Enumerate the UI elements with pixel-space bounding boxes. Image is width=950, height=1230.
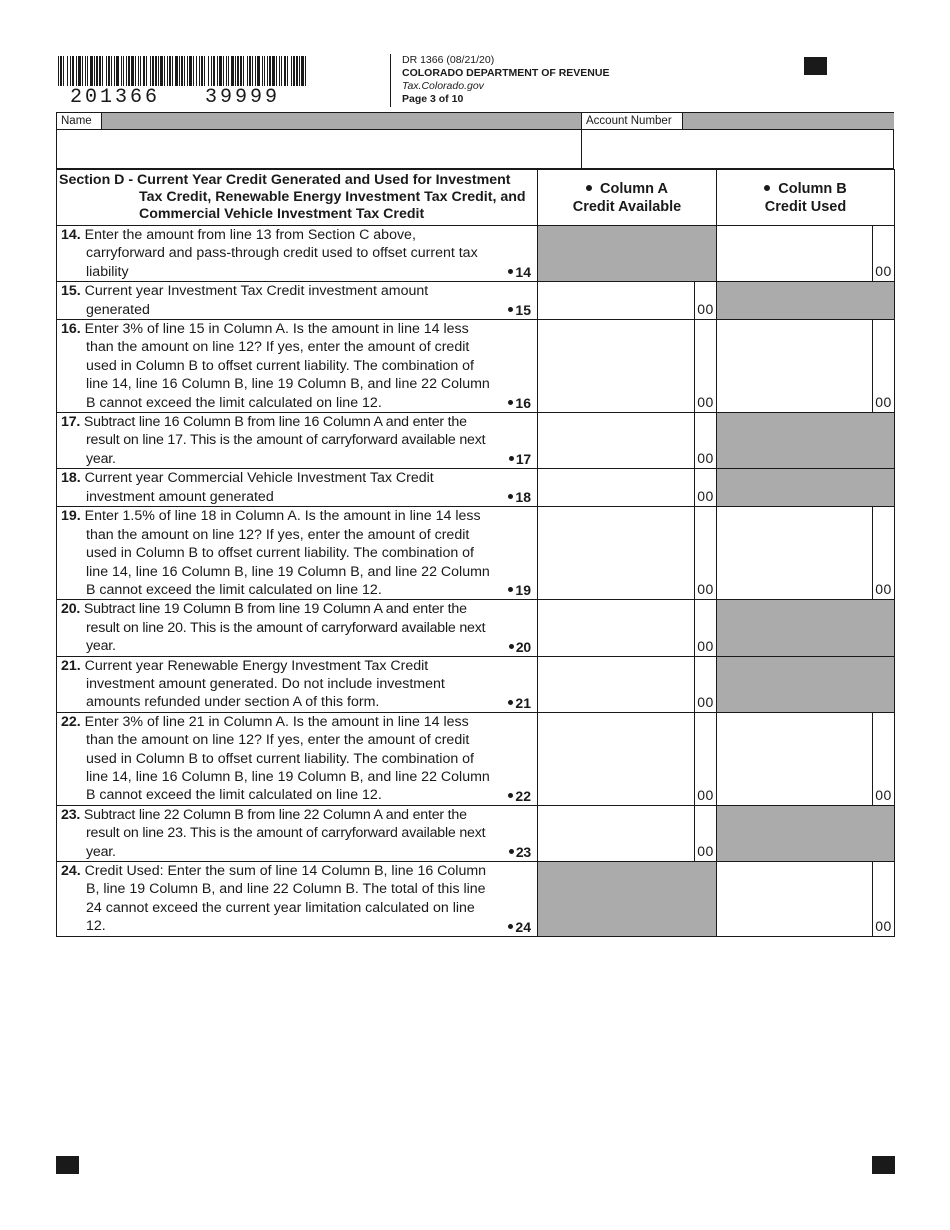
name-label: Name	[57, 113, 102, 130]
line-19-row	[57, 507, 895, 600]
line-22-row	[57, 712, 895, 805]
line-15-column-a-input[interactable]	[538, 282, 717, 320]
line-number: 18.	[61, 470, 85, 487]
registration-mark-bottom-left	[56, 1156, 79, 1174]
line-text: Current year Renewable Energy Investment Tax Credit investment amount generated. Do not include investment amounts refunded under section A of this form.	[84, 657, 445, 711]
line-text: Enter the amount from line 13 from Section C above, carryforward and pass-through credit used to offset current tax liability	[84, 227, 478, 280]
line-reference	[505, 394, 531, 412]
line-reference-number: 19	[515, 582, 531, 599]
cents-box: 00	[694, 320, 716, 412]
line-text: Subtract line 22 Column B from line 22 Column A and enter the result on line 23. This is the amount of carryforward available next year.	[83, 806, 486, 860]
line-text: Current year Investment Tax Credit investment amount generated	[84, 283, 429, 318]
form-header	[402, 54, 609, 106]
bullet-icon	[508, 793, 513, 798]
line-text: Enter 3% of line 15 in Column A. Is the amount in line 14 less than the amount on line 12? If yes, enter the amount of credit used in Column B to offset current liability. The combination of line 14, line 16 Column B, line 19 Column B, and line 22 Column B cannot exceed the limit calculated on line 12.	[84, 321, 490, 411]
section-title-line1: Section D - Current Year Credit Generated and Used for Investment	[59, 172, 511, 188]
line-14-column-b-input[interactable]	[717, 226, 895, 282]
column-b-header	[717, 170, 895, 226]
line-18-text-wrap	[61, 469, 531, 506]
bullet-icon	[508, 400, 513, 405]
line-18-row	[57, 469, 895, 507]
line-20-column-a-input[interactable]	[538, 600, 717, 656]
line-reference-number: 21	[515, 694, 531, 711]
bullet-icon	[509, 456, 514, 461]
line-20-description	[57, 600, 538, 656]
line-24-column-a-shaded	[538, 862, 717, 937]
line-reference	[505, 263, 531, 281]
bullet-icon	[764, 185, 770, 191]
line-18-column-b-shaded	[717, 469, 895, 507]
cents-box: 00	[694, 469, 716, 506]
line-14-column-a-shaded	[538, 226, 717, 282]
registration-mark-bottom-right	[872, 1156, 895, 1174]
line-24-text-wrap	[61, 862, 531, 936]
line-16-text-wrap	[61, 320, 531, 412]
line-16-column-a-input[interactable]	[538, 320, 717, 413]
line-reference	[505, 301, 531, 319]
line-reference	[505, 581, 531, 599]
line-16-description	[57, 320, 538, 413]
line-14-description	[57, 226, 538, 282]
column-b-title: Column B	[778, 180, 847, 197]
cents-box: 00	[872, 713, 894, 805]
line-19-column-b-input[interactable]	[717, 507, 895, 600]
line-number: 24.	[61, 863, 85, 879]
cents-box: 00	[872, 862, 894, 936]
line-21-text-wrap	[61, 657, 531, 712]
line-reference	[505, 787, 531, 805]
line-number: 21.	[61, 657, 85, 674]
section-d-table	[56, 169, 895, 937]
line-20-row	[57, 600, 895, 656]
column-a-title: Column A	[600, 180, 668, 197]
cents-box: 00	[694, 657, 716, 712]
page-number: Page 3 of 10	[402, 93, 464, 105]
cents-box: 00	[694, 713, 716, 805]
taxpayer-info-box	[56, 112, 894, 169]
line-reference-number: 20	[515, 638, 531, 655]
line-24-row	[57, 862, 895, 937]
section-header-row	[57, 170, 895, 226]
line-17-column-a-input[interactable]	[538, 413, 717, 469]
line-number: 17.	[61, 414, 84, 431]
line-number: 16.	[61, 321, 85, 338]
line-20-text-wrap	[61, 600, 531, 655]
line-19-text-wrap	[61, 507, 531, 599]
header-divider	[390, 54, 391, 107]
barcode	[58, 56, 310, 90]
cents-box: 00	[694, 282, 716, 319]
line-number: 22.	[61, 713, 85, 730]
line-17-row	[57, 413, 895, 469]
bullet-icon	[586, 185, 592, 191]
website: Tax.Colorado.gov	[402, 80, 484, 92]
line-15-description	[57, 282, 538, 320]
bullet-icon	[509, 849, 514, 854]
line-text: Enter 1.5% of line 18 in Column A. Is the amount in line 14 less than the amount on line 12? If yes, enter the amount of credit used in Column B to offset current liability. The combination of line 14, line 16 Column B, line 19 Column B, and line 22 Column B cannot exceed the limit calculated on line 12.	[84, 508, 490, 598]
cents-box: 00	[694, 806, 716, 861]
line-15-column-b-shaded	[717, 282, 895, 320]
line-reference	[505, 918, 531, 936]
line-reference-number: 15	[515, 302, 531, 319]
line-22-column-a-input[interactable]	[538, 712, 717, 805]
line-23-text-wrap	[61, 806, 531, 861]
line-22-column-b-input[interactable]	[717, 712, 895, 805]
line-19-description	[57, 507, 538, 600]
line-reference	[506, 843, 531, 861]
line-reference	[506, 450, 531, 468]
line-22-text-wrap	[61, 713, 531, 805]
line-21-row	[57, 656, 895, 712]
cents-box: 00	[694, 507, 716, 599]
line-reference-number: 24	[515, 918, 531, 935]
line-21-column-b-shaded	[717, 656, 895, 712]
line-text: Current year Commercial Vehicle Investment Tax Credit investment amount generated	[84, 470, 434, 505]
account-number-label: Account Number	[582, 113, 683, 130]
cents-box: 00	[872, 320, 894, 412]
line-17-column-b-shaded	[717, 413, 895, 469]
line-15-row	[57, 282, 895, 320]
line-16-row	[57, 320, 895, 413]
line-16-column-b-input[interactable]	[717, 320, 895, 413]
bullet-icon	[508, 587, 513, 592]
section-title	[57, 170, 538, 226]
column-a-subtitle: Credit Available	[572, 198, 682, 215]
line-23-description	[57, 805, 538, 861]
line-number: 23.	[61, 806, 84, 823]
cents-box: 00	[872, 226, 894, 281]
line-reference-number: 22	[515, 787, 531, 804]
bullet-icon	[508, 307, 513, 312]
registration-mark-top-right	[804, 57, 827, 75]
line-text: Subtract line 19 Column B from line 19 Column A and enter the result on line 20. This is the amount of carryforward available next year.	[83, 601, 486, 655]
line-15-text-wrap	[61, 282, 531, 319]
cents-box: 00	[694, 413, 716, 468]
line-24-description	[57, 862, 538, 937]
line-text: Credit Used: Enter the sum of line 14 Column B, line 16 Column B, line 19 Column B, and line 22 Column B. The total of this line 24 cannot exceed the current year limitation calculated on line 12.	[84, 863, 487, 935]
cents-box: 00	[694, 600, 716, 655]
line-reference-number: 16	[515, 395, 531, 412]
line-number: 15.	[61, 283, 85, 300]
line-reference-number: 14	[515, 264, 531, 281]
form-id: DR 1366 (08/21/20)	[402, 54, 495, 66]
name-field[interactable]	[57, 130, 581, 169]
line-19-column-a-input[interactable]	[538, 507, 717, 600]
line-24-column-b-input[interactable]	[717, 862, 895, 937]
bullet-icon	[508, 924, 513, 929]
column-a-header	[538, 170, 717, 226]
name-label-bar	[57, 113, 581, 130]
line-21-description	[57, 656, 538, 712]
line-17-description	[57, 413, 538, 469]
column-b-subtitle: Credit Used	[764, 198, 847, 215]
line-number: 20.	[61, 601, 84, 618]
line-reference	[506, 638, 531, 656]
line-17-text-wrap	[61, 413, 531, 468]
line-reference-number: 17	[515, 451, 531, 468]
line-number: 19.	[61, 508, 85, 525]
section-title-line3: Commercial Vehicle Investment Tax Credit	[139, 206, 425, 222]
line-23-column-b-shaded	[717, 805, 895, 861]
barcode-number: 201366 39999	[70, 86, 281, 109]
bullet-icon	[508, 700, 513, 705]
line-14-text-wrap	[61, 226, 531, 281]
section-title-line2: Tax Credit, Renewable Energy Investment Tax Credit, and	[139, 189, 526, 205]
line-23-row	[57, 805, 895, 861]
line-reference-number: 23	[515, 844, 531, 860]
line-18-description	[57, 469, 538, 507]
line-text: Subtract line 16 Column B from line 16 Column A and enter the result on line 17. This is the amount of carryforward available next year.	[83, 414, 486, 467]
line-text: Enter 3% of line 21 in Column A. Is the amount in line 14 less than the amount on line 12? If yes, enter the amount of credit used in Column B to offset current liability. The combination of line 14, line 16 Column B, line 19 Column B, and line 22 Column B cannot exceed the limit calculated on line 12.	[84, 713, 490, 804]
cents-box: 00	[872, 507, 894, 599]
line-number: 14.	[61, 227, 85, 243]
bullet-icon	[508, 494, 513, 499]
line-21-column-a-input[interactable]	[538, 656, 717, 712]
line-reference-number: 18	[515, 489, 531, 506]
line-14-row	[57, 226, 895, 282]
line-20-column-b-shaded	[717, 600, 895, 656]
bullet-icon	[509, 644, 514, 649]
line-23-column-a-input[interactable]	[538, 805, 717, 861]
line-reference	[505, 694, 531, 712]
department-name: COLORADO DEPARTMENT OF REVENUE	[402, 67, 610, 79]
line-18-column-a-input[interactable]	[538, 469, 717, 507]
bullet-icon	[508, 269, 513, 274]
account-number-field[interactable]	[582, 130, 894, 169]
line-22-description	[57, 712, 538, 805]
line-reference	[505, 488, 531, 506]
